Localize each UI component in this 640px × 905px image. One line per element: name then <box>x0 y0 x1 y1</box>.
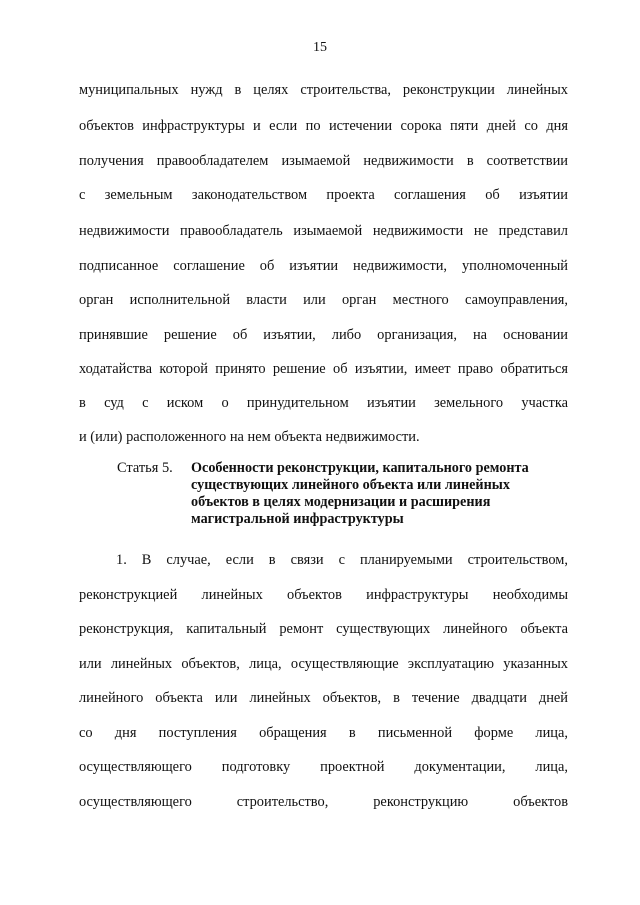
text-line: в суд с иском о принудительном изъятии земельного участка <box>79 395 568 411</box>
text-line: недвижимости правообладатель изымаемой недвижимости не представил <box>79 223 568 239</box>
text-line: или линейных объектов, лица, осуществляющие эксплуатацию указанных <box>79 656 568 672</box>
text-line: муниципальных нужд в целях строительства, реконструкции линейных <box>79 82 568 98</box>
text-line: подписанное соглашение об изъятии недвижимости, уполномоченный <box>79 258 568 274</box>
article-title-line: объектов в целях модернизации и расширения <box>191 494 491 510</box>
text-line: получения правообладателем изымаемой недвижимости в соответствии <box>79 153 568 169</box>
text-line: осуществляющего строительство, реконструкцию объектов <box>79 794 568 810</box>
text-line: с земельным законодательством проекта соглашения об изъятии <box>79 187 568 203</box>
text-line: орган исполнительной власти или орган местного самоуправления, <box>79 292 568 308</box>
text-line: и (или) расположенного на нем объекта недвижимости. <box>79 429 420 445</box>
text-line: со дня поступления обращения в письменной форме лица, <box>79 725 568 741</box>
text-line: 1. В случае, если в связи с планируемыми строительством, <box>116 552 568 568</box>
text-line: принявшие решение об изъятии, либо организация, на основании <box>79 327 568 343</box>
text-line: осуществляющего подготовку проектной документации, лица, <box>79 759 568 775</box>
text-line: реконструкцией линейных объектов инфраструктуры необходимы <box>79 587 568 603</box>
article-title-line: Особенности реконструкции, капитального ремонта <box>191 460 529 476</box>
page-number: 15 <box>313 40 327 55</box>
text-line: объектов инфраструктуры и если по истечении сорока пяти дней со дня <box>79 118 568 134</box>
article-label: Статья 5. <box>117 460 173 476</box>
article-title-line: существующих линейного объекта или линейных <box>191 477 510 493</box>
text-line: реконструкция, капитальный ремонт существующих линейного объекта <box>79 621 568 637</box>
text-line: ходатайства которой принято решение об изъятии, имеет право обратиться <box>79 361 568 377</box>
text-line: линейного объекта или линейных объектов, в течение двадцати дней <box>79 690 568 706</box>
article-title-line: магистральной инфраструктуры <box>191 511 404 527</box>
